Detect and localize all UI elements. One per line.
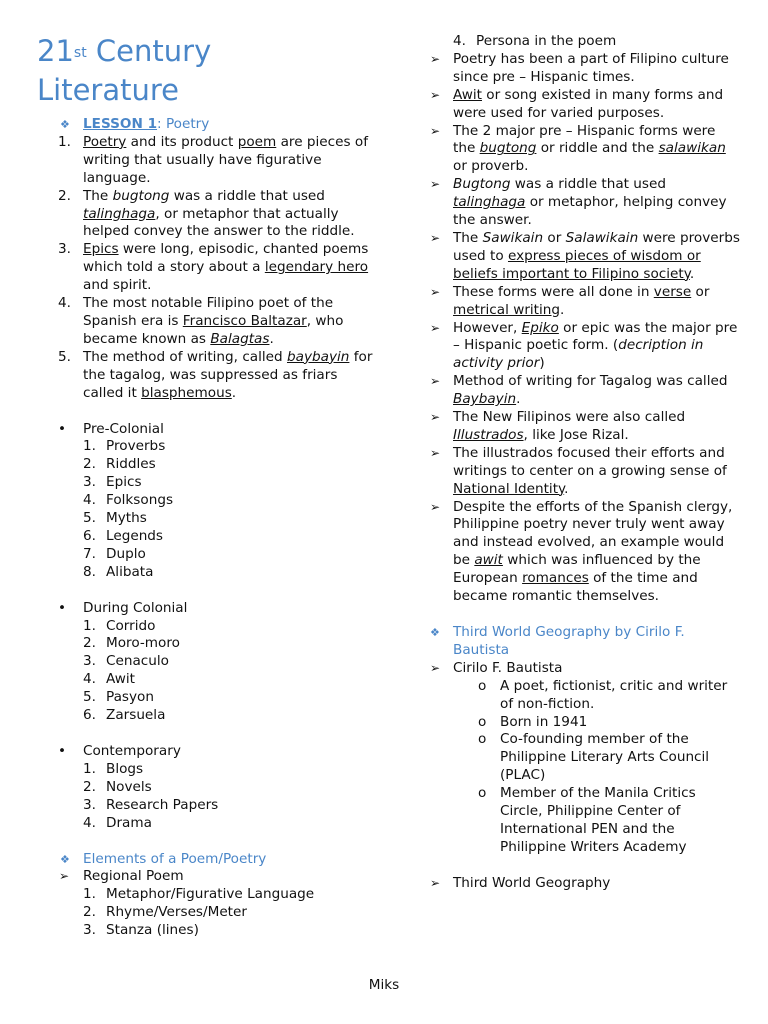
arrow-bullet-icon: ➢ [430, 410, 441, 425]
lesson-topic: : Poetry [157, 116, 210, 132]
text-segment: or metaphor, helping convey the answer. [453, 194, 727, 229]
list-item-text: Legends [106, 527, 164, 544]
arrow-bullet-icon: ➢ [430, 284, 441, 299]
list-number: 1. [83, 438, 96, 455]
text-segment: . [564, 480, 569, 497]
text-segment: were long, episodic, chanted poems which told a story about a [83, 241, 369, 276]
text-segment: romances [522, 570, 589, 587]
list-item [37, 707, 377, 725]
list-item [37, 779, 377, 797]
text-segment: . [231, 384, 237, 401]
text-segment: baybayin [287, 348, 350, 365]
list-number: 3. [83, 653, 96, 670]
list-number: 2. [83, 778, 96, 795]
list-item [37, 546, 377, 564]
text-segment: decription in activity prior [453, 337, 704, 372]
text-segment: Illustrados [453, 426, 524, 443]
list-number: 4. [83, 814, 96, 831]
list-item [37, 528, 377, 546]
text-segment: awit [474, 552, 503, 569]
list-number: 3. [83, 474, 96, 491]
diamond-bullet-icon: ❖ [430, 626, 440, 639]
third-world-heading: ❖ Third World Geography by Cirilo F. Bautista [430, 624, 685, 658]
text-segment: express pieces of wisdom or beliefs important to Filipino society [453, 247, 701, 282]
list-number: 2. [83, 456, 96, 473]
fact-item [430, 445, 740, 499]
arrow-bullet-icon: ➢ [430, 499, 441, 514]
text-segment: which was influenced by the European [453, 552, 701, 587]
list-item [37, 510, 377, 528]
third-world-item: ➢ Third World Geography [430, 874, 611, 891]
author-fact [430, 785, 740, 857]
text-segment: Despite the efforts of the Spanish clergy, Philippine poetry never truly went away and instead evolved, an example would be [453, 498, 733, 569]
list-number: 4. [58, 295, 71, 312]
pre-colonial-list [37, 438, 377, 581]
poetry-facts-list [430, 51, 740, 606]
list-item-text: Stanza (lines) [106, 922, 199, 939]
text-segment: The illustrados focused their efforts and writings to center on a growing sense of [453, 444, 727, 479]
list-item-text: Cenaculo [106, 653, 169, 670]
list-item-text: Novels [106, 778, 152, 795]
arrow-bullet-icon: ➢ [430, 87, 441, 102]
list-item [37, 456, 377, 474]
text-segment: , who became known as [83, 312, 344, 347]
arrow-bullet-icon: ➢ [430, 875, 441, 890]
fact-item [430, 284, 740, 320]
list-item-text: Proverbs [106, 438, 166, 455]
circle-bullet-icon: o [478, 785, 487, 802]
text-segment: for the tagalog, was suppressed as friars called it [83, 348, 373, 401]
text-segment: was a riddle that used [510, 176, 666, 193]
arrow-bullet-icon: ➢ [430, 51, 441, 66]
arrow-bullet-icon: ➢ [430, 230, 441, 245]
arrow-bullet-icon: ➢ [430, 177, 441, 192]
text-segment: Baybayin [453, 391, 517, 408]
text-segment: of the time and became romantic themselves. [453, 570, 698, 605]
during-colonial-heading: • During Colonial [58, 599, 188, 616]
list-item-text: Rhyme/Verses/Meter [106, 904, 247, 921]
author-facts-list [430, 678, 740, 857]
text-segment: , like Jose Rizal. [523, 426, 629, 443]
list-item [37, 815, 377, 833]
text-segment: The New Filipinos were also called [453, 409, 686, 426]
author-fact-text: Member of the Manila Critics Circle, Philippine Center of International PEN and the Philippine Writers Academy [500, 785, 696, 855]
text-segment: . [516, 391, 521, 408]
author-fact [430, 731, 740, 785]
text-segment: or [543, 229, 566, 246]
list-item-text: Duplo [106, 545, 146, 562]
contemporary-list [37, 761, 377, 833]
right-column [430, 33, 740, 893]
author-fact [430, 678, 740, 714]
fact-item [430, 499, 740, 606]
text-segment: Poetry has been a part of Filipino culture since pre – Hispanic times. [453, 50, 729, 85]
list-item-text: Alibata [106, 563, 154, 580]
list-number: 3. [83, 796, 96, 813]
text-segment: or epic was the major pre – Hispanic poetic form. ( [453, 319, 738, 354]
list-number: 8. [83, 563, 96, 580]
text-segment: , or metaphor that actually helped convey the answer to the riddle. [83, 205, 355, 240]
text-segment: National Identity [453, 480, 565, 497]
text-segment: . [269, 330, 274, 347]
intro-item [37, 349, 377, 403]
arrow-bullet-icon: ➢ [59, 869, 70, 884]
list-item [37, 492, 377, 510]
text-segment: bugtong [112, 187, 170, 204]
list-item-text: Persona in the poem [476, 33, 617, 49]
page-title: 21st Century Literature [37, 34, 212, 107]
text-segment: The [83, 187, 113, 204]
list-item-text: Metaphor/Figurative Language [106, 886, 315, 903]
author-item: ➢ Cirilo F. Bautista [430, 659, 563, 676]
list-number: 5. [83, 689, 96, 706]
list-number: 3. [58, 241, 71, 258]
text-segment: Method of writing for Tagalog was called [453, 373, 728, 390]
list-item [37, 474, 377, 492]
circle-bullet-icon: o [478, 677, 487, 694]
arrow-bullet-icon: ➢ [430, 123, 441, 138]
fact-item [430, 51, 740, 87]
elements-heading: ❖ Elements of a Poem/Poetry [60, 850, 267, 867]
list-item [37, 922, 377, 940]
text-segment: . [560, 301, 565, 318]
text-segment: verse [653, 283, 692, 300]
text-segment: These forms were all done in [453, 283, 654, 300]
text-segment: or song existed in many forms and were used for varied purposes. [453, 86, 724, 121]
arrow-bullet-icon: ➢ [430, 660, 441, 675]
text-segment: The [453, 229, 483, 246]
author-fact-text: A poet, fictionist, critic and writer of non-fiction. [500, 677, 728, 712]
dot-bullet-icon: • [58, 420, 67, 437]
list-number: 3. [83, 922, 96, 939]
list-number: 1. [83, 886, 96, 903]
during-colonial-list [37, 618, 377, 725]
list-item [37, 618, 377, 636]
list-item-text: Pasyon [106, 689, 154, 706]
author-fact-text: Born in 1941 [500, 713, 588, 730]
arrow-bullet-icon: ➢ [430, 374, 441, 389]
fact-item [430, 409, 740, 445]
fact-item [430, 373, 740, 409]
intro-item [37, 134, 377, 188]
text-segment: was a riddle that used [169, 187, 325, 204]
fact-item [430, 123, 740, 177]
fact-item [430, 230, 740, 284]
page-footer: Miks [368, 977, 400, 993]
text-segment: metrical writing [453, 301, 561, 318]
intro-list [37, 134, 377, 403]
text-segment: Salawikain [565, 229, 639, 246]
elements-list-continued [430, 33, 740, 51]
list-item-text: Research Papers [106, 796, 219, 813]
intro-item [37, 295, 377, 349]
fact-item [430, 87, 740, 123]
list-item [37, 904, 377, 922]
fact-item [430, 320, 740, 374]
arrow-bullet-icon: ➢ [430, 320, 441, 335]
text-segment: are pieces of writing that usually have figurative language. [83, 133, 369, 186]
list-item-text: Awit [106, 671, 135, 688]
list-number: 4. [83, 671, 96, 688]
text-segment: However, [453, 319, 522, 336]
list-number: 6. [83, 527, 96, 544]
list-item [37, 635, 377, 653]
list-item [37, 671, 377, 689]
list-item-text: Folksongs [106, 492, 174, 509]
list-item-text: Epics [106, 474, 142, 491]
list-item [37, 797, 377, 815]
list-number: 5. [83, 510, 96, 527]
circle-bullet-icon: o [478, 731, 487, 748]
list-number: 5. [58, 348, 71, 365]
list-item [37, 653, 377, 671]
list-item [37, 438, 377, 456]
intro-item [37, 188, 377, 242]
diamond-bullet-icon: ❖ [60, 852, 70, 866]
text-segment: salawikan [658, 140, 726, 157]
list-item-text: Riddles [106, 456, 156, 473]
text-segment: talinghaga [453, 194, 526, 211]
text-segment: or proverb. [453, 158, 529, 175]
lesson-heading [37, 116, 377, 134]
text-segment: or riddle and the [536, 140, 659, 157]
list-item-text: Corrido [106, 617, 156, 634]
list-item [37, 564, 377, 582]
list-number: 4. [83, 492, 96, 509]
text-segment: ) [539, 355, 545, 372]
list-item-text: Myths [106, 510, 147, 527]
list-item [430, 33, 740, 51]
lesson-label[interactable]: LESSON 1 [83, 116, 158, 132]
pre-colonial-heading: • Pre-Colonial [58, 420, 164, 437]
list-number: 1. [58, 133, 71, 150]
contemporary-heading: • Contemporary [58, 743, 181, 759]
left-column [37, 0, 377, 940]
list-item-text: Drama [106, 814, 152, 831]
text-segment: Epiko [521, 319, 559, 336]
list-item-text: Blogs [106, 760, 144, 777]
list-number: 2. [83, 635, 96, 652]
text-segment: The method of writing, called [83, 348, 287, 365]
list-item [37, 689, 377, 707]
list-number: 4. [453, 33, 466, 49]
text-segment: Sawikain [482, 229, 544, 246]
text-segment: Epics [83, 241, 119, 258]
list-number: 2. [83, 904, 96, 921]
dot-bullet-icon: • [58, 743, 67, 759]
list-item [37, 886, 377, 904]
list-item-text: Zarsuela [106, 707, 166, 724]
list-number: 1. [83, 617, 96, 634]
author-fact [430, 714, 740, 732]
dot-bullet-icon: • [58, 599, 67, 616]
intro-item [37, 241, 377, 295]
list-number: 1. [83, 760, 96, 777]
text-segment: . [689, 265, 695, 282]
list-item-text: Moro-moro [106, 635, 180, 652]
text-segment: Balagtas [210, 330, 270, 347]
text-segment: and spirit. [83, 277, 152, 294]
text-segment: Bugtong [453, 176, 511, 193]
text-segment: blasphemous [141, 384, 232, 401]
text-segment: and its product [126, 133, 238, 150]
diamond-bullet-icon: ❖ [60, 118, 70, 131]
text-segment: poem [237, 133, 277, 150]
text-segment: bugtong [479, 140, 537, 157]
author-fact-text: Co-founding member of the Philippine Literary Arts Council (PLAC) [500, 731, 710, 784]
list-number: 7. [83, 545, 96, 562]
circle-bullet-icon: o [478, 713, 487, 730]
list-number: 6. [83, 707, 96, 724]
text-segment: Poetry [83, 133, 127, 150]
text-segment: talinghaga [83, 205, 156, 222]
list-item [37, 761, 377, 779]
arrow-bullet-icon: ➢ [430, 445, 441, 460]
elements-list [37, 886, 377, 940]
regional-poem-item: ➢ Regional Poem [59, 868, 184, 885]
text-segment: The 2 major pre – Hispanic forms were the [453, 122, 716, 157]
text-segment: or [691, 283, 710, 300]
text-segment: legendary hero [264, 259, 369, 276]
fact-item [430, 176, 740, 230]
list-number: 2. [58, 187, 71, 204]
text-segment: The most notable Filipino poet of the Spanish era is [83, 295, 334, 329]
text-segment: were proverbs used to [453, 229, 740, 264]
text-segment: Awit [453, 86, 482, 103]
text-segment: Francisco Baltazar [182, 312, 307, 329]
